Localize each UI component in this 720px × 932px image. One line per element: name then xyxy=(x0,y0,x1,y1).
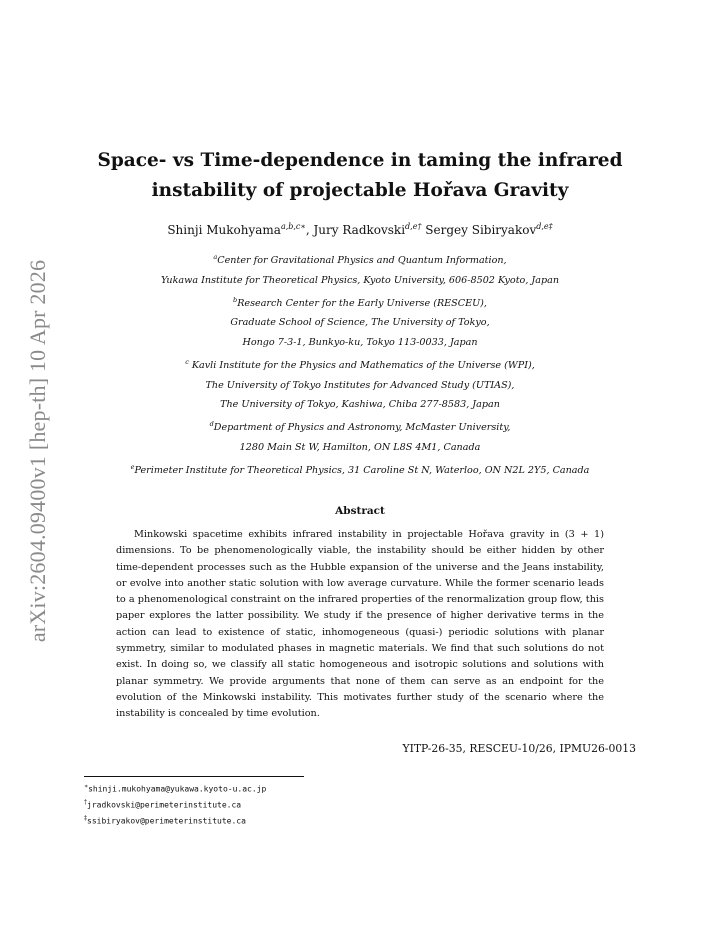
affiliation-line xyxy=(60,313,660,333)
affiliation-text: Hongo 7-3-1, Bunkyo-ku, Tokyo 113-0033, Japan xyxy=(242,337,478,349)
affiliation-mark: a xyxy=(213,253,218,261)
author-name: Jury Radkovski xyxy=(313,223,406,237)
footnotes xyxy=(84,780,266,828)
affiliation-text: Center for Gravitational Physics and Quantum Information, xyxy=(217,255,507,267)
affiliation-line xyxy=(60,415,660,438)
affiliation-line xyxy=(60,438,660,458)
affiliation-line xyxy=(60,353,660,376)
footnote-mark: † xyxy=(84,798,87,806)
affiliations xyxy=(60,248,660,481)
affiliation-line xyxy=(60,291,660,314)
footnote-item xyxy=(84,780,266,796)
affiliation-line xyxy=(60,376,660,396)
affiliation-mark: b xyxy=(233,295,238,304)
abstract-text: Minkowski spacetime exhibits infrared instability in projectable Hořava gravity in (3 + 1) dimensions. To be phenomenologically viable, the instability should be either hidden by other time-dependent processes such as the Hubble expansion of the universe and the Jeans instability, or evolve into another static solution with low average curvature. While the former scenario leads to a phenomenological constraint on the infrared properties of the renormalization group flow, this paper explores the latter possibility. We study if the presence of higher derivative terms in the action can lead to existence of static, inhomogeneous (quasi-) periodic solutions with planar symmetry, similar to modulated phases in magnetic materials. We find that such solutions do not exist. In doing so, we classify all static homogeneous and isotropic solutions and solutions with planar symmetry. We provide arguments that none of them can serve as an endpoint for the evolution of the Minkowski instability. This motivates further study of the scenario where the instability is concealed by time evolution. xyxy=(116,529,604,720)
author-name: Shinji Mukohyama xyxy=(167,223,281,237)
author-marks: a,b,c∗ xyxy=(280,222,306,231)
footnote-email[interactable]: jradkovski@perimeterinstitute.ca xyxy=(87,800,242,810)
affiliation-mark: d xyxy=(209,420,214,429)
affiliation-text: Department of Physics and Astronomy, McMaster University, xyxy=(213,422,511,434)
affiliation-line xyxy=(60,395,660,415)
footnote-email[interactable]: ssibiryakov@perimeterinstitute.ca xyxy=(87,816,246,826)
affiliation-text: Kavli Institute for the Physics and Mathematics of the Universe (WPI), xyxy=(188,360,535,372)
affiliation-line xyxy=(60,248,660,271)
affiliation-text: Graduate School of Science, The University of Tokyo, xyxy=(230,317,490,329)
footnote-email[interactable]: shinji.mukohyama@yukawa.kyoto-u.ac.jp xyxy=(88,784,267,794)
title-line-1: Space- vs Time-dependence in taming the infrared xyxy=(97,150,623,171)
abstract-heading: Abstract xyxy=(335,505,385,517)
footnote-divider xyxy=(84,776,304,777)
affiliation-text: The University of Tokyo, Kashiwa, Chiba 277-8583, Japan xyxy=(220,399,500,411)
footnote-mark: ‡ xyxy=(84,814,87,822)
footnote-mark: ∗ xyxy=(84,783,89,790)
affiliation-text: 1280 Main St W, Hamilton, ON L8S 4M1, Canada xyxy=(239,442,481,454)
author-marks: d,e‡ xyxy=(536,222,553,231)
affiliation-text: Yukawa Institute for Theoretical Physics, Kyoto University, 606-8502 Kyoto, Japan xyxy=(160,274,560,286)
footnote-item xyxy=(84,796,266,812)
footnote-item xyxy=(84,812,266,828)
affiliation-mark: c xyxy=(185,357,189,366)
author-marks: d,e† xyxy=(405,222,422,231)
author-name: Sergey Sibiryakov xyxy=(425,223,537,237)
affiliation-text: Research Center for the Early Universe (RESCEU), xyxy=(237,297,487,309)
arxiv-identifier: arXiv:2604.09400v1 [hep-th] 10 Apr 2026 xyxy=(25,259,50,643)
affiliation-text: The University of Tokyo Institutes for Advanced Study (UTIAS), xyxy=(205,379,515,391)
title-line-2: instability of projectable Hořava Gravity xyxy=(151,180,569,201)
affiliation-line xyxy=(60,333,660,353)
report-numbers: YITP-26-35, RESCEU-10/26, IPMU26-0013 xyxy=(402,742,636,755)
paper-title xyxy=(60,146,660,206)
author-list: Shinji Mukohyama$^{a,b,c∗}$, Jury Radkovski$^{d,e\dagger}$ Sergey Sibiryakov$^{d,e\ddagger}$ xyxy=(167,222,553,237)
affiliation-line xyxy=(60,458,660,481)
affiliation-mark: e xyxy=(130,462,135,471)
affiliation-text: Perimeter Institute for Theoretical Physics, 31 Caroline St N, Waterloo, ON N2L 2Y5, Canada xyxy=(134,464,590,476)
affiliation-line xyxy=(60,271,660,291)
